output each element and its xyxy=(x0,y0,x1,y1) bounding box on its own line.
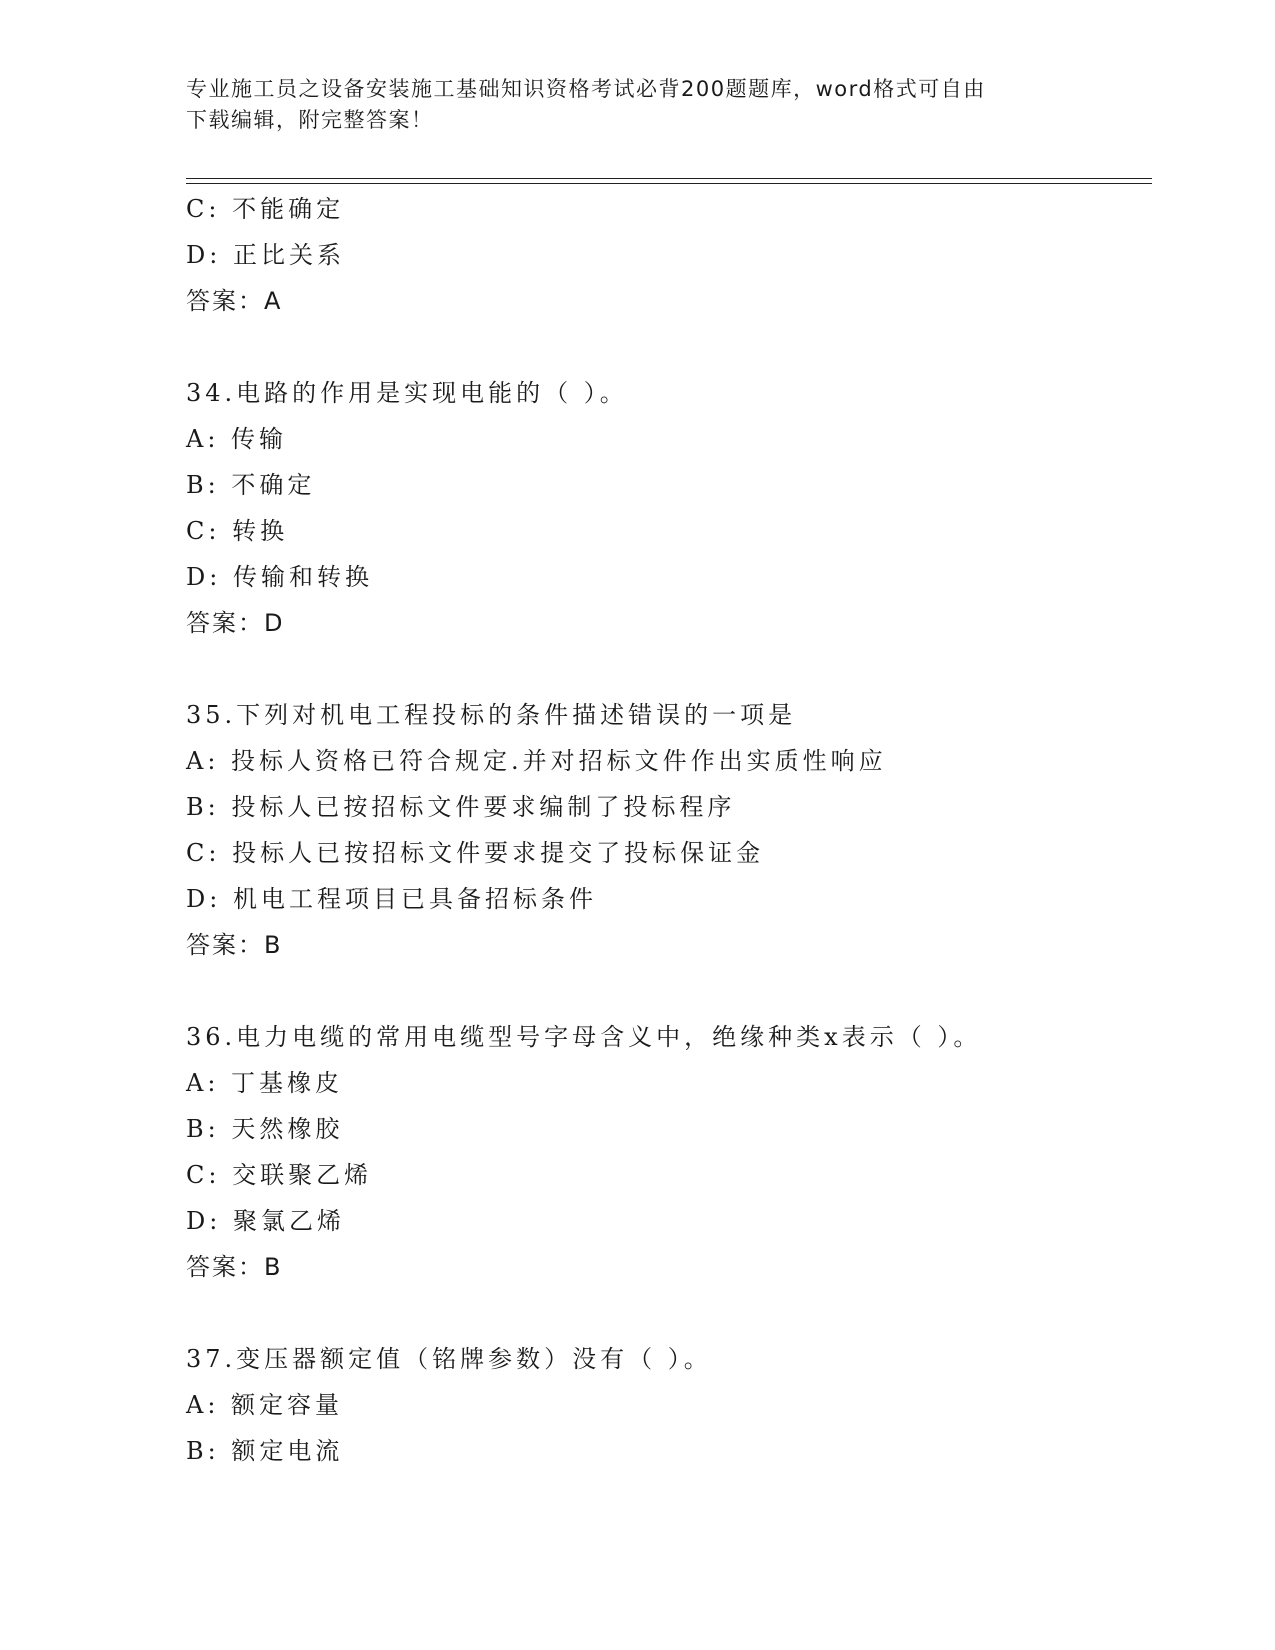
answer-line: 答案：D xyxy=(186,609,285,637)
option-c: C: 交联聚乙烯 xyxy=(186,1161,373,1189)
option-a: A: 投标人资格已符合规定.并对招标文件作出实质性响应 xyxy=(186,747,887,775)
option-a: A: 额定容量 xyxy=(186,1391,344,1419)
question-list xyxy=(186,186,1152,1474)
option-b: B: 天然橡胶 xyxy=(186,1115,344,1143)
question-stem: 36.电力电缆的常用电缆型号字母含义中，绝缘种类x表示（ ）。 xyxy=(186,1023,982,1051)
option-b: B: 不确定 xyxy=(186,471,316,499)
option-c: C: 转换 xyxy=(186,517,289,545)
option-d: D: 正比关系 xyxy=(186,241,345,269)
option-a: A: 传输 xyxy=(186,425,288,453)
header-title-line-1: 专业施工员之设备安装施工基础知识资格考试必背200题题库，word格式可自由 xyxy=(186,77,986,101)
option-a: A: 丁基橡皮 xyxy=(186,1069,344,1097)
question-stem: 35.下列对机电工程投标的条件描述错误的一项是 xyxy=(186,701,797,729)
question-stem: 34.电路的作用是实现电能的（ ）。 xyxy=(186,379,628,407)
option-b: B: 投标人已按招标文件要求编制了投标程序 xyxy=(186,793,736,821)
option-b: B: 额定电流 xyxy=(186,1437,344,1465)
document-header xyxy=(186,74,1076,136)
question-stem: 37.变压器额定值（铭牌参数）没有（ ）。 xyxy=(186,1345,712,1373)
question-37 xyxy=(186,1336,1152,1474)
header-divider-bottom xyxy=(186,183,1152,184)
header-divider-top xyxy=(186,178,1152,179)
option-d: D: 传输和转换 xyxy=(186,563,373,591)
question-34 xyxy=(186,370,1152,646)
option-c: C: 投标人已按招标文件要求提交了投标保证金 xyxy=(186,839,765,867)
header-title-line-2: 下载编辑，附完整答案！ xyxy=(186,108,434,132)
question-36 xyxy=(186,1014,1152,1290)
question-35 xyxy=(186,692,1152,968)
answer-line: 答案：B xyxy=(186,931,283,959)
question-33-continuation xyxy=(186,186,1152,324)
option-d: D: 聚氯乙烯 xyxy=(186,1207,345,1235)
answer-line: 答案：B xyxy=(186,1253,283,1281)
option-d: D: 机电工程项目已具备招标条件 xyxy=(186,885,597,913)
answer-line: 答案：A xyxy=(186,287,283,315)
option-c: C: 不能确定 xyxy=(186,195,345,223)
